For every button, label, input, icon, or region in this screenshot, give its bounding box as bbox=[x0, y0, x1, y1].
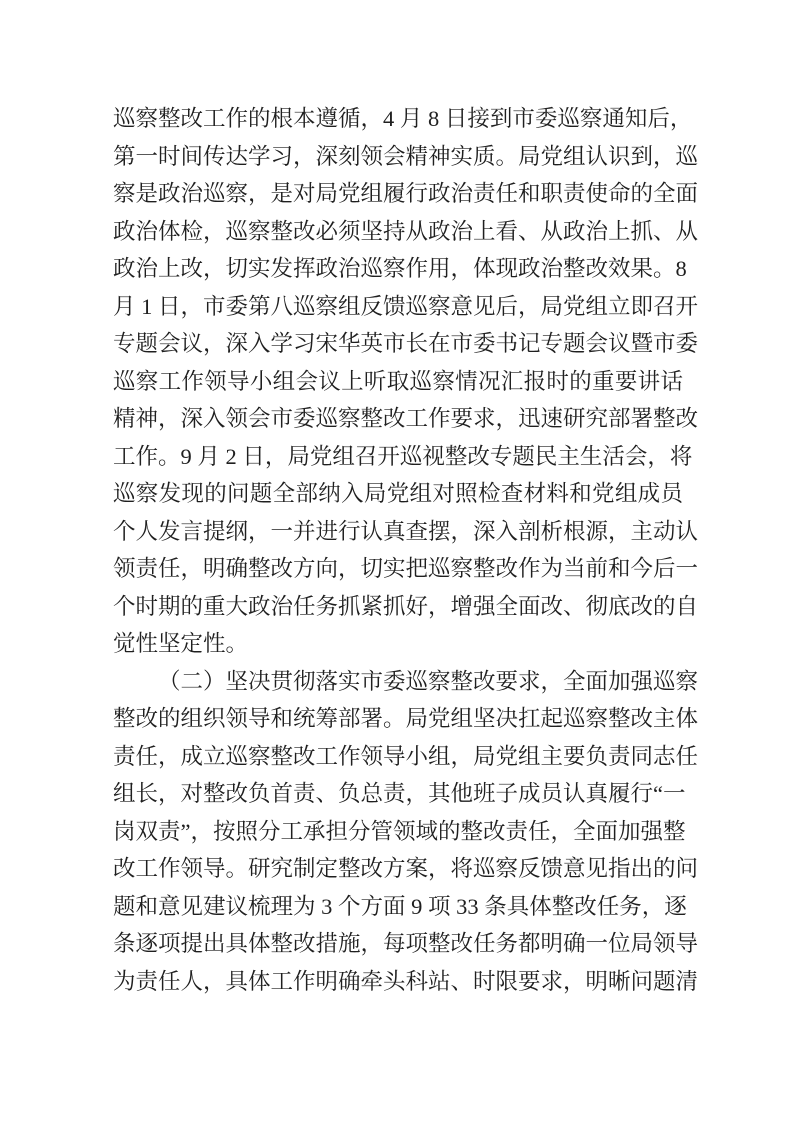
paragraph-1 bbox=[113, 100, 699, 663]
text-line: 为责任人，具体工作明确牵头科站、时限要求，明晰问题清 bbox=[113, 968, 699, 994]
text-line: 巡察整改工作的根本遵循，4 月 8 日接到市委巡察通知后， bbox=[113, 106, 693, 131]
text-line: 月 1 日，市委第八巡察组反馈巡察意见后，局党组立即召开 bbox=[113, 293, 699, 319]
text-line: 专题会议，深入学习宋华英市长在市委书记专题会议暨市委 bbox=[113, 331, 699, 356]
text-line: 觉性坚定性。 bbox=[113, 631, 249, 656]
text-line: 领责任，明确整改方向，切实把巡察整改作为当前和今后一 bbox=[113, 556, 699, 581]
text-line: 巡察工作领导小组会议上听取巡察情况汇报时的重要讲话 bbox=[113, 368, 683, 394]
text-line: 个人发言提纲，一并进行认真查摆，深入剖析根源，主动认 bbox=[113, 518, 699, 544]
text-line: 责任，成立巡察整改工作领导小组，局党组主要负责同志任 bbox=[113, 743, 699, 769]
text-line: 改工作领导。研究制定整改方案，将巡察反馈意见指出的问 bbox=[113, 856, 699, 881]
text-line: 第一时间传达学习，深刻领会精神实质。局党组认识到，巡 bbox=[113, 143, 699, 169]
text-line: 政治上改，切实发挥政治巡察作用，体现政治整改效果。8 bbox=[113, 256, 687, 281]
document-body bbox=[113, 100, 699, 1000]
text-line: 政治体检，巡察整改必须坚持从政治上看、从政治上抓、从 bbox=[113, 218, 699, 244]
text-line: （二）坚决贯彻落实市委巡察整改要求，全面加强巡察 bbox=[158, 668, 699, 694]
text-line: 整改的组织领导和统筹部署。局党组坚决扛起巡察整改主体 bbox=[113, 706, 699, 731]
text-line: 精神，深入领会市委巡察整改工作要求，迅速研究部署整改 bbox=[113, 406, 699, 431]
text-line: 岗双责”，按照分工承担分管领域的整改责任，全面加强整 bbox=[113, 818, 686, 844]
paragraph-2 bbox=[113, 663, 699, 1001]
text-line: 工作。9 月 2 日，局党组召开巡视整改专题民主生活会，将 bbox=[113, 443, 693, 469]
text-line: 题和意见建议梳理为 3 个方面 9 项 33 条具体整改任务，逐 bbox=[113, 893, 687, 919]
text-line: 个时期的重大政治任务抓紧抓好，增强全面改、彻底改的自 bbox=[113, 593, 699, 619]
text-line: 巡察发现的问题全部纳入局党组对照检查材料和党组成员 bbox=[113, 481, 683, 506]
text-line: 条逐项提出具体整改措施，每项整改任务都明确一位局领导 bbox=[113, 931, 699, 956]
text-line: 察是政治巡察，是对局党组履行政治责任和职责使命的全面 bbox=[113, 181, 699, 206]
text-line: 组长，对整改负首责、负总责，其他班子成员认真履行“一 bbox=[113, 781, 686, 806]
